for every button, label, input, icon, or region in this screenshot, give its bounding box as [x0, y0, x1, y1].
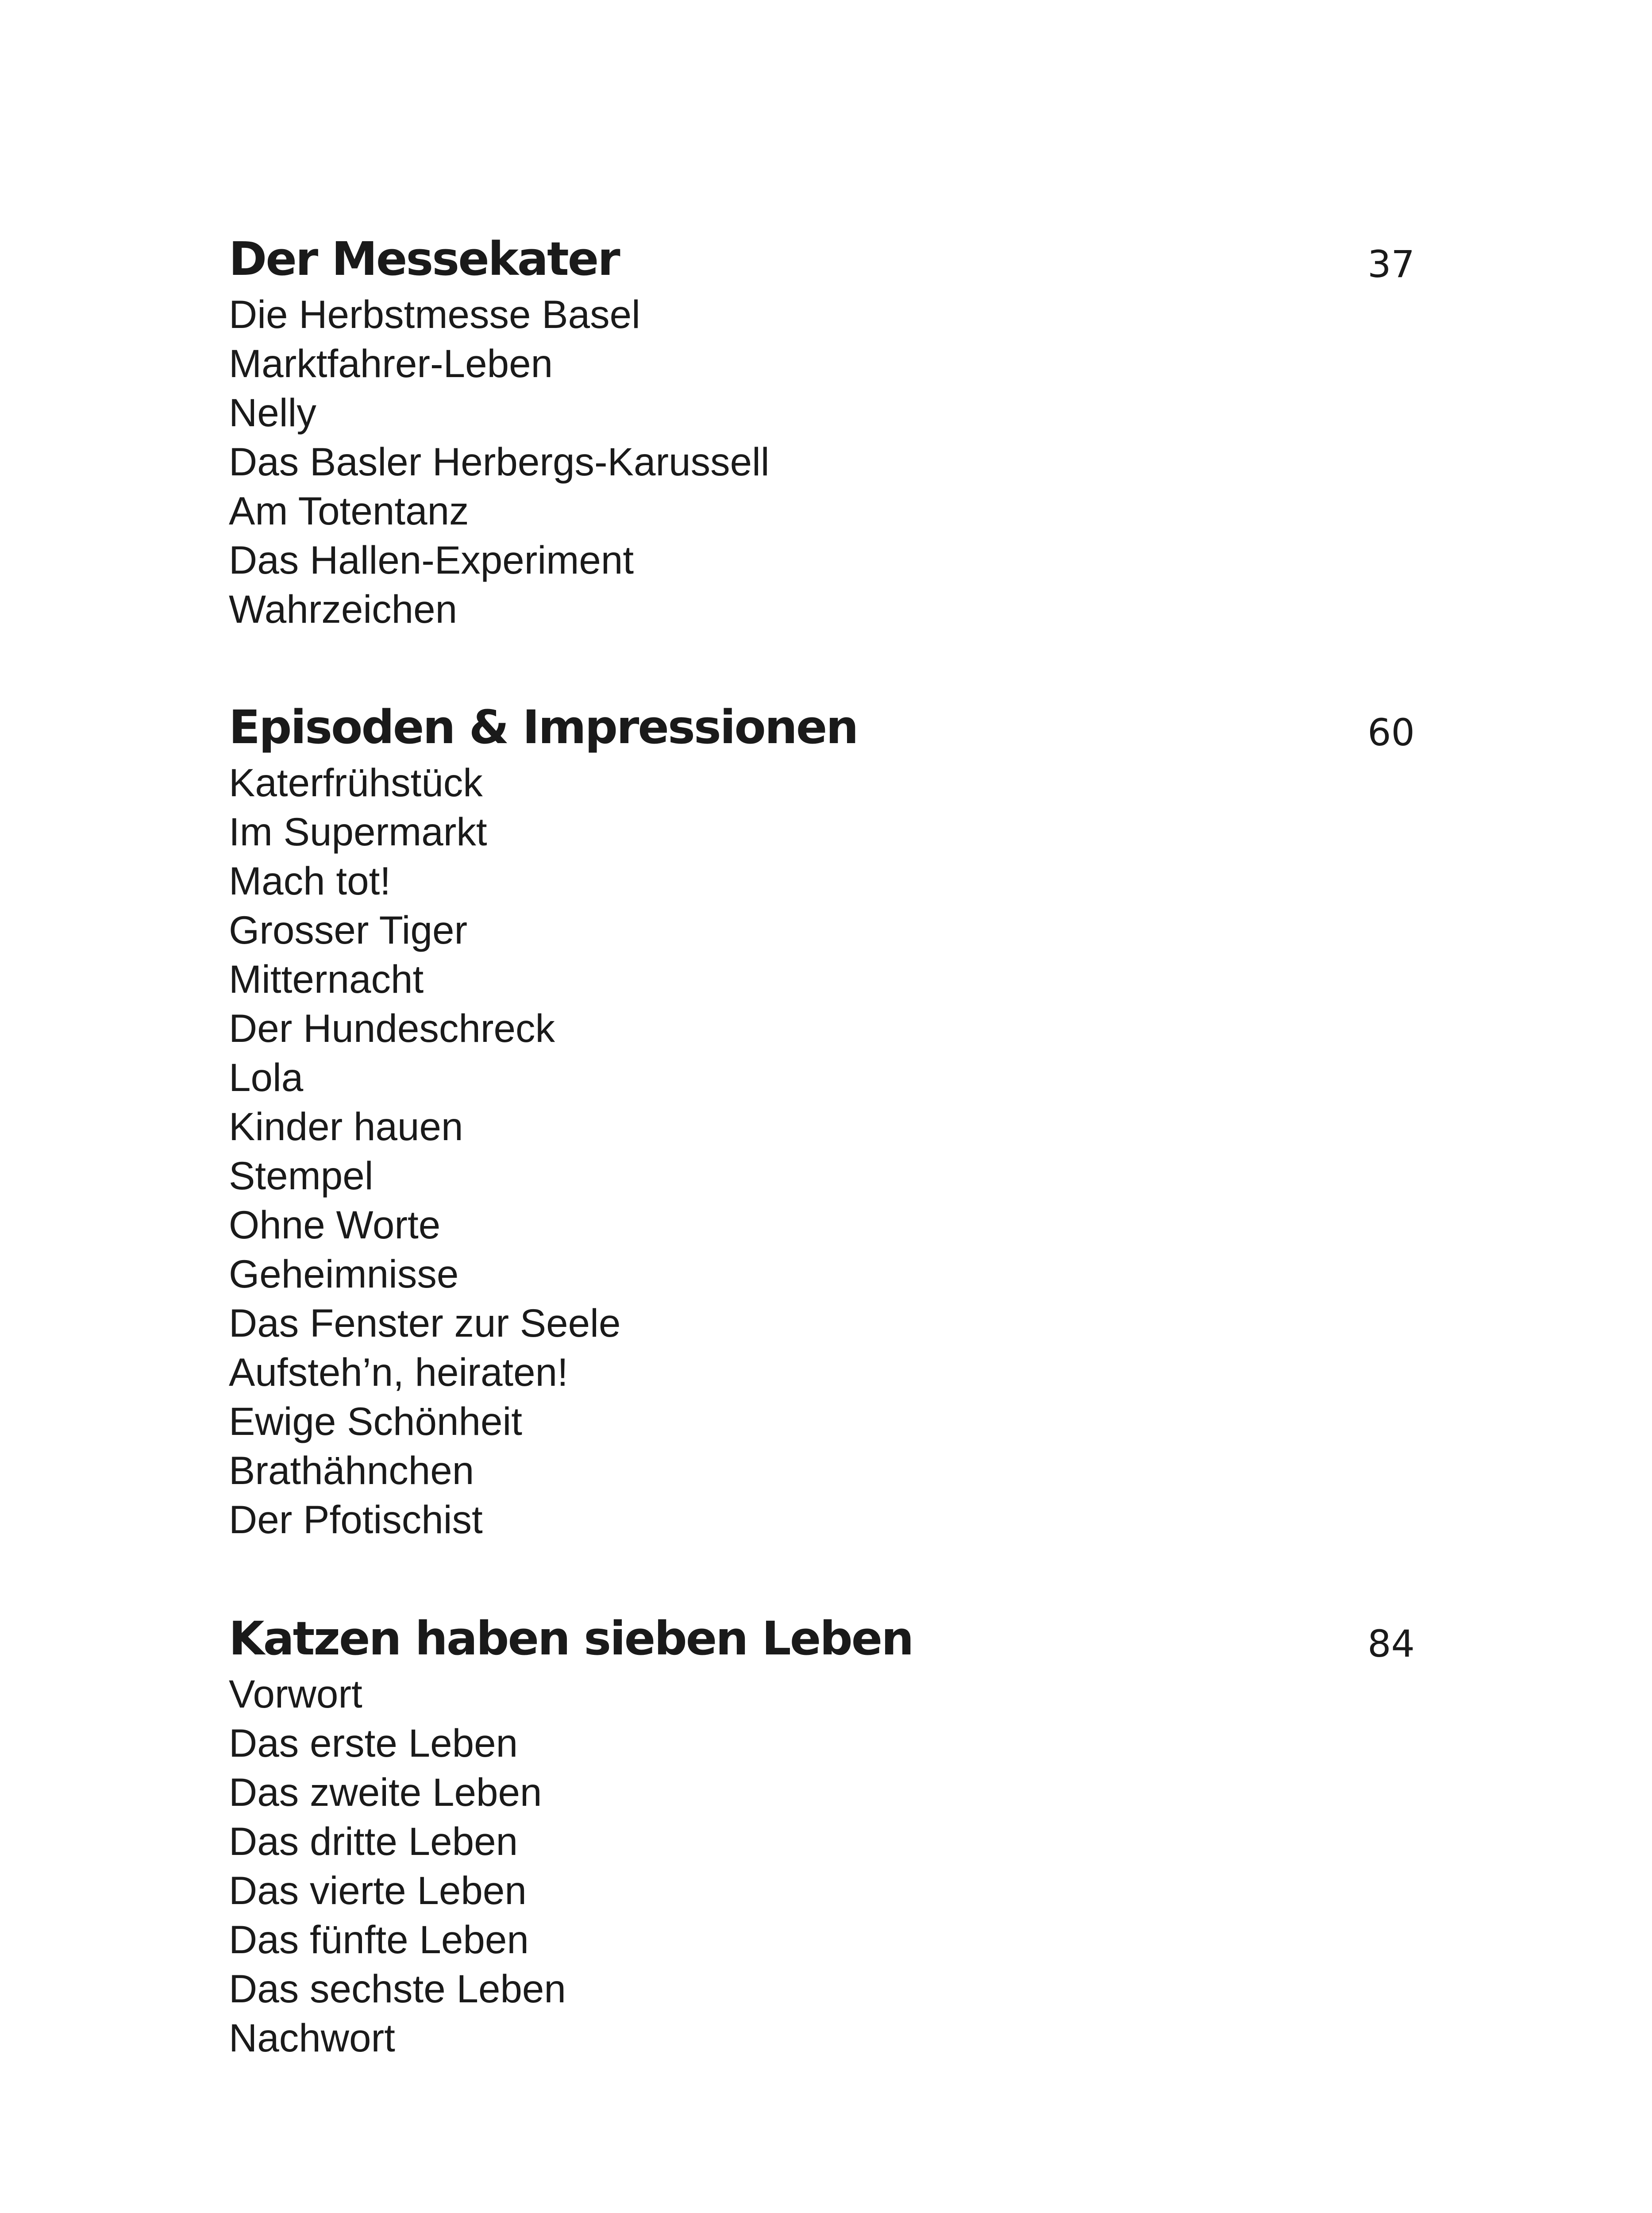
- toc-entry: Ohne Worte: [229, 1203, 441, 1247]
- toc-entry: Das fünfte Leben: [229, 1917, 529, 1962]
- toc-entry: Mitternacht: [229, 957, 424, 1001]
- toc-entry-list: [229, 758, 1415, 1544]
- toc-entry: Das erste Leben: [229, 1721, 518, 1765]
- toc-entry: Am Totentanz: [229, 489, 469, 533]
- toc-entry: Marktfahrer-Leben: [229, 341, 553, 386]
- toc-entry: Brathähnchen: [229, 1448, 474, 1492]
- toc-entry: Der Hundeschreck: [229, 1006, 555, 1050]
- toc-entry: Nelly: [229, 390, 316, 435]
- toc-section-heading: [229, 1608, 1415, 1669]
- toc-section-heading: [229, 696, 1415, 758]
- section-title: Katzen haben sieben Leben: [229, 1612, 913, 1666]
- toc-entry: Das sechste Leben: [229, 1966, 566, 2011]
- toc-entry: Vorwort: [229, 1672, 362, 1716]
- toc-entry-list: [229, 290, 1415, 634]
- toc-section-heading: [229, 228, 1415, 290]
- section-page-number: 37: [1367, 243, 1415, 286]
- toc-entry: Lola: [229, 1055, 304, 1099]
- toc-entry: Das Basler Herbergs-Karussell: [229, 440, 770, 484]
- toc-entry: Der Pfotischist: [229, 1497, 483, 1542]
- section-page-number: 84: [1367, 1622, 1415, 1666]
- toc-entry: Das vierte Leben: [229, 1868, 527, 1912]
- toc-section: [229, 228, 1415, 634]
- toc-entry: Das Fenster zur Seele: [229, 1301, 621, 1345]
- section-title: Episoden & Impressionen: [229, 700, 858, 754]
- toc-entry: Ewige Schönheit: [229, 1399, 522, 1443]
- toc-section: [229, 1608, 1415, 2063]
- toc-entry: Das dritte Leben: [229, 1819, 518, 1863]
- toc-entry: Im Supermarkt: [229, 810, 487, 854]
- toc-entry: Wahrzeichen: [229, 587, 458, 631]
- toc-entry: Grosser Tiger: [229, 908, 468, 952]
- toc-entry: Katerfrühstück: [229, 760, 483, 805]
- toc-entry: Kinder hauen: [229, 1104, 463, 1149]
- toc-entry-list: [229, 1669, 1415, 2063]
- toc-entry: Nachwort: [229, 2016, 395, 2060]
- toc-entry: Geheimnisse: [229, 1252, 459, 1296]
- toc-entry: Das Hallen-Experiment: [229, 538, 634, 582]
- section-title: Der Messekater: [229, 232, 619, 286]
- toc-entry: Mach tot!: [229, 859, 391, 903]
- toc-entry: Stempel: [229, 1153, 374, 1198]
- toc-entry: Die Herbstmesse Basel: [229, 292, 640, 336]
- section-page-number: 60: [1367, 711, 1415, 754]
- toc-entry: Aufsteh’n, heiraten!: [229, 1350, 568, 1394]
- toc-section: [229, 696, 1415, 1544]
- toc-entry: Das zweite Leben: [229, 1770, 542, 1814]
